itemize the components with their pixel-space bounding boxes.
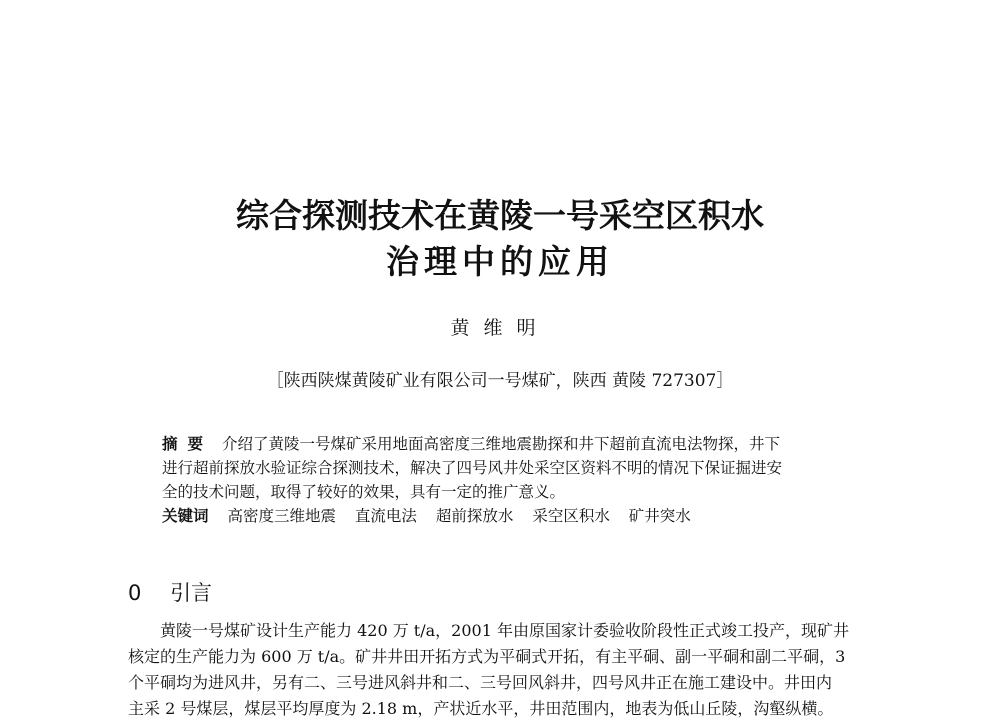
keyword: 高密度三维地震 [227, 507, 336, 525]
abstract-text: 进行超前探放水验证综合探测技术，解决了四号风井处采空区资料不明的情况下保证掘进安 [162, 459, 783, 477]
section-heading [128, 577, 212, 607]
paper-title-line-1: 综合探测技术在黄陵一号采空区积水 [236, 196, 764, 235]
abstract-line [162, 480, 882, 504]
body-line: 主采 2 号煤层，煤层平均厚度为 2.18 m，产状近水平，井田范围内，地表为低山丘陵，沟壑纵横。 [128, 699, 834, 718]
author-name: 黄维明 [450, 317, 550, 339]
keywords-label: 关键词 [162, 507, 209, 525]
author-affiliation: ［陕西陕煤黄陵矿业有限公司一号煤矿，陕西 黄陵 727307］ [266, 371, 734, 391]
body-line: 黄陵一号煤矿设计生产能力 420 万 t/a，2001 年由原国家计委验收阶段性正式竣工投产，现矿井 [160, 621, 849, 640]
abstract-text: 全的技术问题，取得了较好的效果，具有一定的推广意义。 [162, 483, 566, 501]
body-line: 个平硐均为进风井，另有二、三号进风斜井和二、三号回风斜井，四号风井正在施工建设中。井田内 [128, 673, 833, 692]
abstract-label: 摘要 [162, 435, 214, 453]
keyword: 采空区积水 [532, 507, 610, 525]
section-title: 引言 [170, 581, 213, 605]
abstract-line [162, 432, 882, 456]
section-number: 0 [128, 581, 142, 605]
body-line: 核定的生产能力为 600 万 t/a。矿井井田开拓方式为平硐式开拓，有主平硐、副一平硐和副二平硐，3 [128, 647, 846, 666]
body-paragraph [128, 618, 894, 722]
abstract-line [162, 456, 882, 480]
abstract-block [162, 432, 882, 528]
keyword: 矿井突水 [628, 507, 691, 525]
keyword: 超前探放水 [435, 507, 514, 525]
paper-title-line-2: 治理中的应用 [386, 242, 614, 281]
keyword: 直流电法 [354, 507, 417, 525]
abstract-text: 介绍了黄陵一号煤矿采用地面高密度三维地震勘探和井下超前直流电法物探，井下 [221, 435, 780, 453]
keywords-line [162, 504, 882, 528]
